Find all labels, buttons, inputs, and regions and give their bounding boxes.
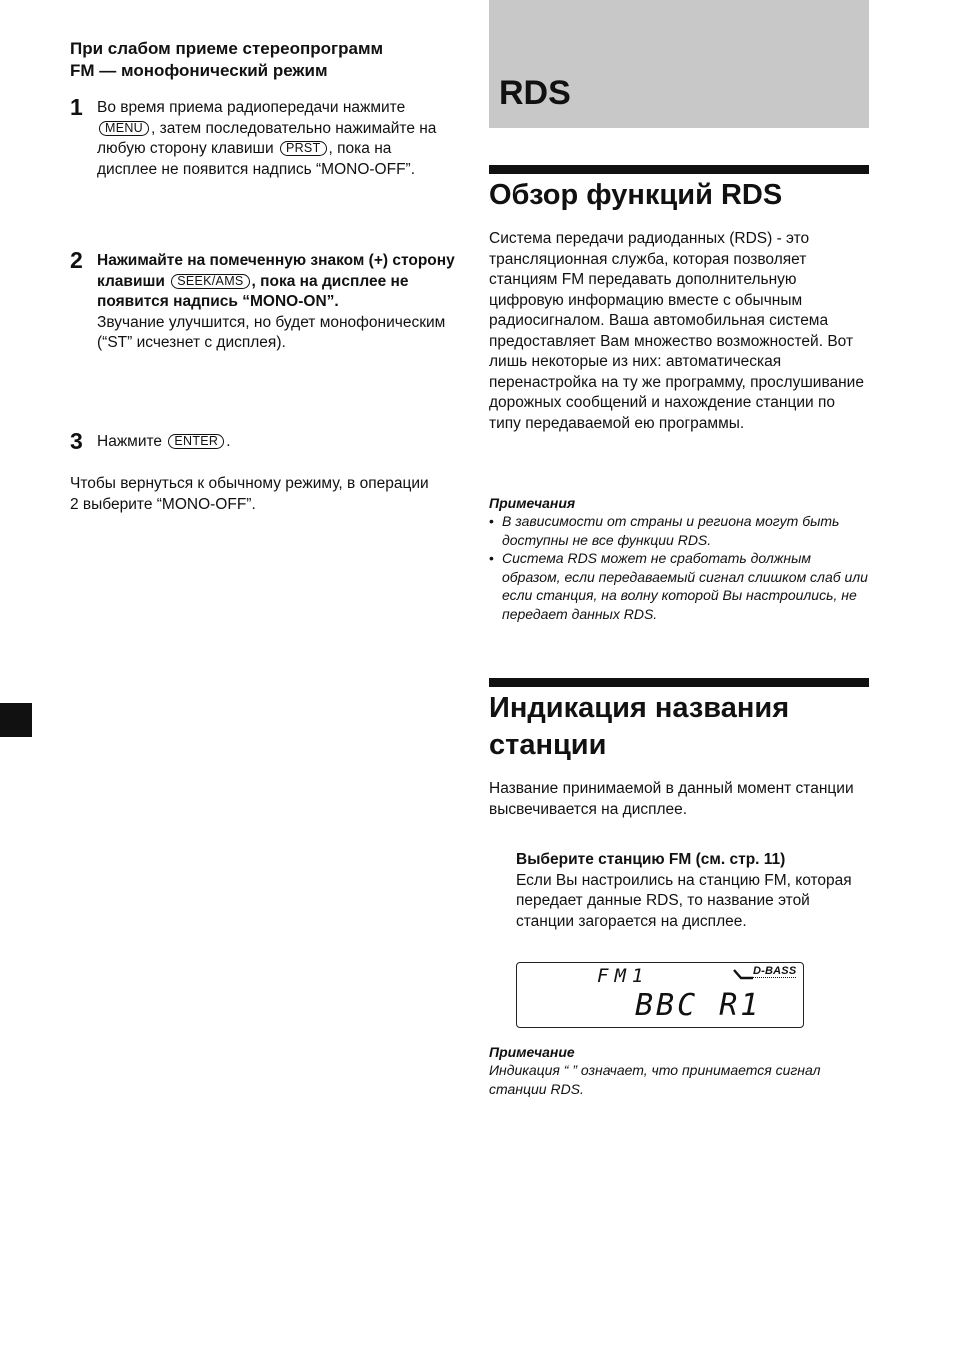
step-number: 2 bbox=[70, 247, 83, 273]
step-2 bbox=[70, 247, 455, 354]
enter-key: ENTER bbox=[168, 434, 224, 449]
rds-indicator-icon bbox=[733, 969, 755, 981]
lcd-station-name: BBC R1 bbox=[635, 988, 762, 1023]
rds-overview-body: Система передачи радиоданных (RDS) - это трансляционная служба, которая позволяет станциям FM передавать дополнительную цифровую информацию вместе с обычным радиосигналом. Ваша автомобильная система предоставляет Вам множество возможностей. Вот лишь некоторые из них: автоматическая перенастройка на ту же программу, прослушивание дорожных сообщений и нахождение станции по типу передаваемой ею программы. bbox=[489, 230, 864, 432]
mono-mode-heading: При слабом приеме стереопрограмм FM — монофонический режим bbox=[70, 39, 384, 80]
step-3 bbox=[70, 428, 455, 454]
note-item: • В зависимости от страны и региона могут быть доступны не все функции RDS. bbox=[489, 513, 840, 548]
station-note: Примечание Индикация “ ” означает, что принимается сигнал станции RDS. bbox=[489, 1044, 821, 1097]
station-name-body: Название принимаемой в данный момент станции высвечивается на дисплее. bbox=[489, 780, 854, 818]
step-number: 1 bbox=[70, 94, 83, 120]
step-1-text: Во время приема радиопередачи нажмите MENU , затем последовательно нажимайте на любую сторону клавиши PRST , пока на дисплее не появится надпись “MONO-OFF”. bbox=[97, 99, 437, 178]
step-number: 3 bbox=[70, 428, 83, 454]
station-name-section bbox=[489, 690, 869, 764]
section-rule bbox=[489, 165, 869, 174]
page-edge-tab bbox=[0, 703, 32, 737]
section-title: Обзор функций RDS bbox=[489, 179, 783, 211]
rds-banner bbox=[489, 0, 869, 128]
seek-ams-key: SEEK/AMS bbox=[171, 274, 249, 289]
step-3-text: Нажмите ENTER . bbox=[97, 433, 231, 450]
station-step: Выберите станцию FM (см. стр. 11) Если Вы настроились на станцию FM, которая передает данные RDS, то название этой станции загорается на дисплее. bbox=[516, 851, 852, 930]
section-rule bbox=[489, 678, 869, 687]
step-2-description: Звучание улучшится, но будет монофоническим (“ST” исчезнет с дисплея). bbox=[97, 313, 446, 351]
step-1 bbox=[70, 94, 455, 180]
lcd-band: FM1 bbox=[597, 965, 650, 987]
rds-overview-section bbox=[489, 177, 869, 214]
menu-key: MENU bbox=[99, 121, 149, 136]
dbass-indicator: D-BASS bbox=[753, 965, 797, 977]
section-title: Индикация названия станции bbox=[489, 692, 790, 761]
return-instruction: Чтобы вернуться к обычному режиму, в операции 2 выберите “MONO-OFF”. bbox=[70, 475, 429, 513]
lcd-display bbox=[516, 962, 804, 1028]
prst-key: PRST bbox=[280, 141, 327, 156]
rds-banner-title: RDS bbox=[499, 74, 571, 112]
note-item: • Система RDS может не сработать должным образом, если передаваемый сигнал слишком слаб или если станция, на волну которой Вы настроились, не передает данных RDS. bbox=[489, 550, 868, 622]
step-2-text: Нажимайте на помеченную знаком (+) сторону клавиши SEEK/AMS , пока на дисплее не появится надпись “MONO-ON”. Звучание улучшится, но будет монофоническим (“ST” исчезнет с дисплея). bbox=[97, 251, 455, 354]
rds-notes: Примечания • В зависимости от страны и региона могут быть доступны не все функции RDS. • Система RDS может не сработать должным образом, если передаваемый сигнал слишком слаб или если станция, на волну которой Вы настроились, не передает данных RDS. bbox=[489, 495, 868, 622]
